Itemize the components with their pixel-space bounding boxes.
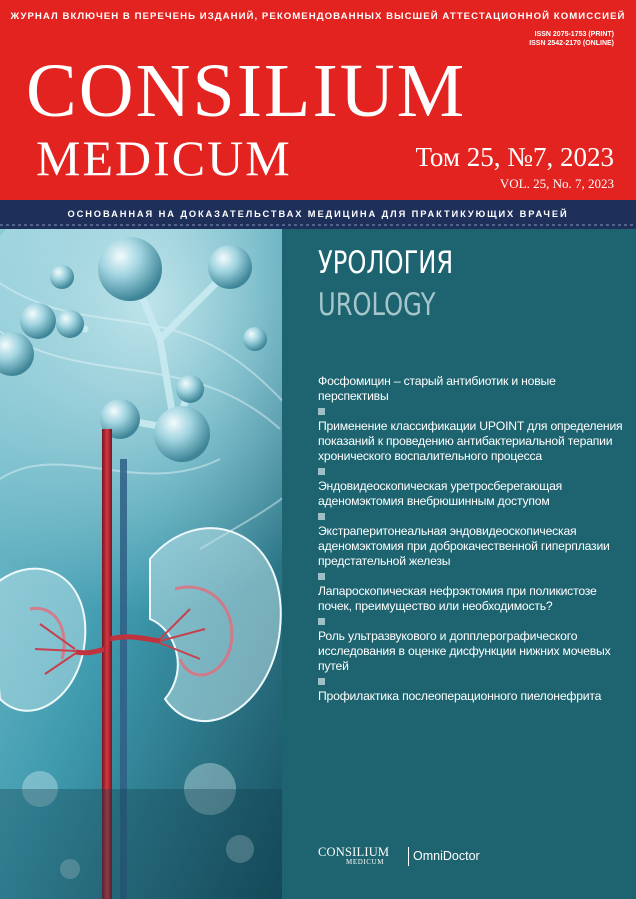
contents-item: Экстраперитонеальная эндовидеоскопическая аденомэктомия при доброкачественной гиперплазии предстательной железы [318,524,610,568]
issn-block [529,30,614,48]
journal-title-medicum: MEDICUM [36,130,292,186]
cover-illustration [0,229,282,899]
contents-item: Лапароскопическая нефрэктомия при поликистозе почек, преимущество или необходимость? [318,584,597,613]
section-title-ru: УРОЛОГИЯ [318,245,454,281]
bullet-square-icon [318,678,325,685]
bullet-square-icon [318,618,325,625]
omnidoctor-logo: OmniDoctor [413,849,480,863]
journal-title-consilium: CONSILIUM [26,49,467,133]
contents-item: Фосфомицин – старый антибиотик и новые перспективы [318,374,556,403]
logo-consilium: CONSILIUM [318,845,390,859]
issn-print: ISSN 2075-1753 (PRINT) [534,31,614,38]
bullet-square-icon [318,513,325,520]
contents-item: Применение классификации UPOINT для определения показаний к проведению антибактериальной терапии хронического воспалительного процесса [318,419,623,463]
logo-divider [408,847,409,866]
contents-item: Эндовидеоскопическая уретросберегающая аденомэктомия внебрюшинным доступом [318,479,563,508]
section-title-en: UROLOGY [318,287,436,323]
issn-online: ISSN 2542-2170 (ONLINE) [529,40,614,47]
vak-notice: ЖУРНАЛ ВКЛЮЧЕН В ПЕРЕЧЕНЬ ИЗДАНИЙ, РЕКОМЕНДОВАННЫХ ВЫСШЕЙ АТТЕСТАЦИОННОЙ КОМИССИЕЙ [10,11,626,22]
volume-issue-en: VOL. 25, No. 7, 2023 [499,176,614,191]
logo-medicum: MEDICUM [346,858,385,866]
contents-item: Профилактика послеоперационного пиелонефрита [318,689,602,703]
table-of-contents [318,374,624,704]
contents-item: Роль ультразвукового и допплерографического исследования в оценке дисфункции нижних мочевых путей [318,629,611,673]
bullet-square-icon [318,573,325,580]
tagline-stripe [0,224,636,226]
tagline-text: ОСНОВАННАЯ НА ДОКАЗАТЕЛЬСТВАХ МЕДИЦИНА ДЛЯ ПРАКТИКУЮЩИХ ВРАЧЕЙ [67,209,569,219]
bullet-square-icon [318,408,325,415]
volume-issue-ru: Том 25, №7, 2023 [415,142,614,172]
bullet-square-icon [318,468,325,475]
